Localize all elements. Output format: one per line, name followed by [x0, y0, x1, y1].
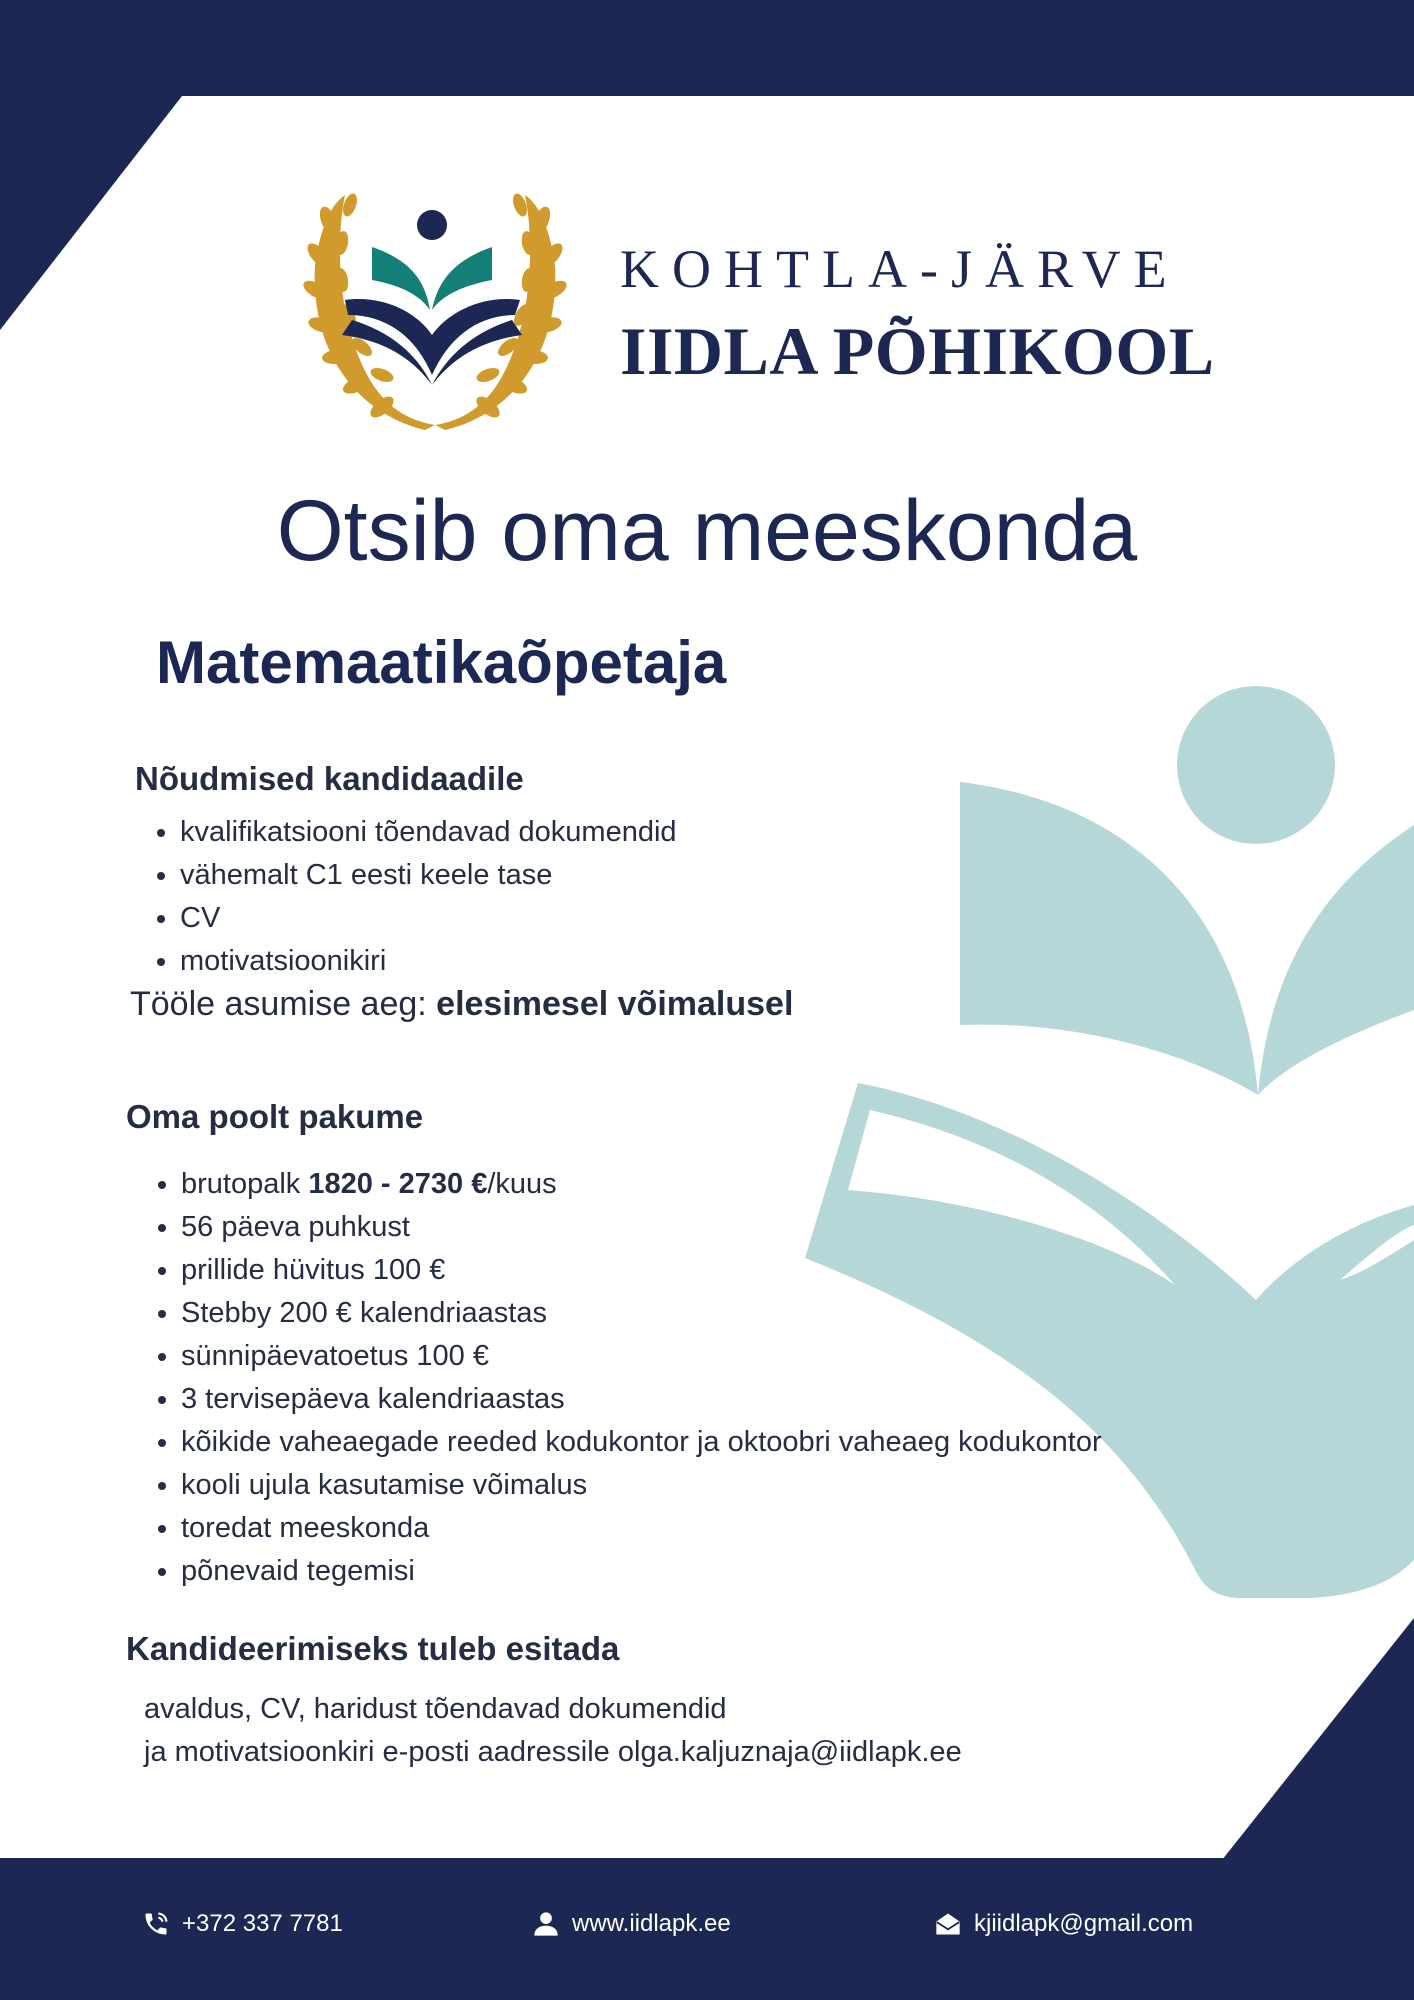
list-item: • 3 tervisepäeva kalendriaastas [181, 1378, 1102, 1421]
footer-website[interactable] [532, 1905, 731, 1943]
website-link: www.iidlapk.ee [572, 1910, 731, 1937]
requirements-list [146, 811, 677, 983]
bottom-corner-navy [1222, 1618, 1414, 1860]
envelope-open-icon [934, 1910, 962, 1938]
salary-suffix: /kuus [487, 1168, 557, 1200]
list-item: • vähemalt C1 eesti keele tase [180, 854, 677, 897]
apply-line-2: ja motivatsioonkiri e-posti aadressile olga.kaljuznaja@iidlapk.ee [144, 1736, 962, 1768]
watermark-leaf-right [1258, 825, 1414, 1095]
list-item: • põnevaid tegemisi [181, 1550, 1102, 1593]
list-item: • toredat meeskonda [181, 1507, 1102, 1550]
job-title: Matemaatikaõpetaja [156, 629, 727, 696]
list-item: • kooli ujula kasutamise võimalus [181, 1464, 1102, 1507]
watermark-head [1177, 686, 1335, 844]
list-item: • Stebby 200 € kalendriaastas [181, 1292, 1102, 1335]
email-address: kjiidlapk@gmail.com [974, 1910, 1194, 1937]
salary-value: 1820 - 2730 € [308, 1168, 488, 1200]
list-item: • 56 päeva puhkust [181, 1206, 1102, 1249]
apply-instructions [144, 1688, 962, 1774]
offer-list [147, 1163, 1102, 1593]
offer-heading: Oma poolt pakume [126, 1098, 424, 1135]
salary-prefix: brutopalk [181, 1168, 309, 1200]
phone-number: +372 337 7781 [182, 1910, 343, 1937]
requirements-heading: Nõudmised kandidaadile [135, 760, 524, 797]
list-item: • kõikide vaheaegade reeded kodukontor ja oktoobri vaheaeg kodukontor [181, 1421, 1102, 1464]
list-item: • CV [180, 897, 677, 940]
list-item: • sünnipäevatoetus 100 € [181, 1335, 1102, 1378]
footer-email[interactable] [934, 1905, 1193, 1943]
list-item: • motivatsioonikiri [180, 940, 677, 983]
list-item: • prillide hüvitus 100 € [181, 1249, 1102, 1292]
apply-line-1: avaldus, CV, haridust tõendavad dokumendid [144, 1693, 727, 1725]
salary-item [181, 1163, 1102, 1206]
person-icon [532, 1910, 560, 1938]
logo-school-name: IIDLA PÕHIKOOL [620, 313, 1215, 389]
phone-icon [142, 1910, 170, 1938]
apply-heading: Kandideerimiseks tuleb esitada [126, 1630, 620, 1667]
page-headline: Otsib oma meeskonda [276, 483, 1138, 579]
logo-city-name: KOHTLA-JÄRVE [620, 239, 1180, 299]
start-date-label: Tööle asumise aeg: [130, 985, 437, 1023]
footer-phone[interactable] [142, 1905, 343, 1943]
list-item: • kvalifikatsiooni tõendavad dokumendid [180, 811, 677, 854]
start-date-line [130, 985, 793, 1024]
start-date-value: elesimesel võimalusel [436, 985, 794, 1023]
school-logo-emblem-icon [290, 185, 580, 435]
